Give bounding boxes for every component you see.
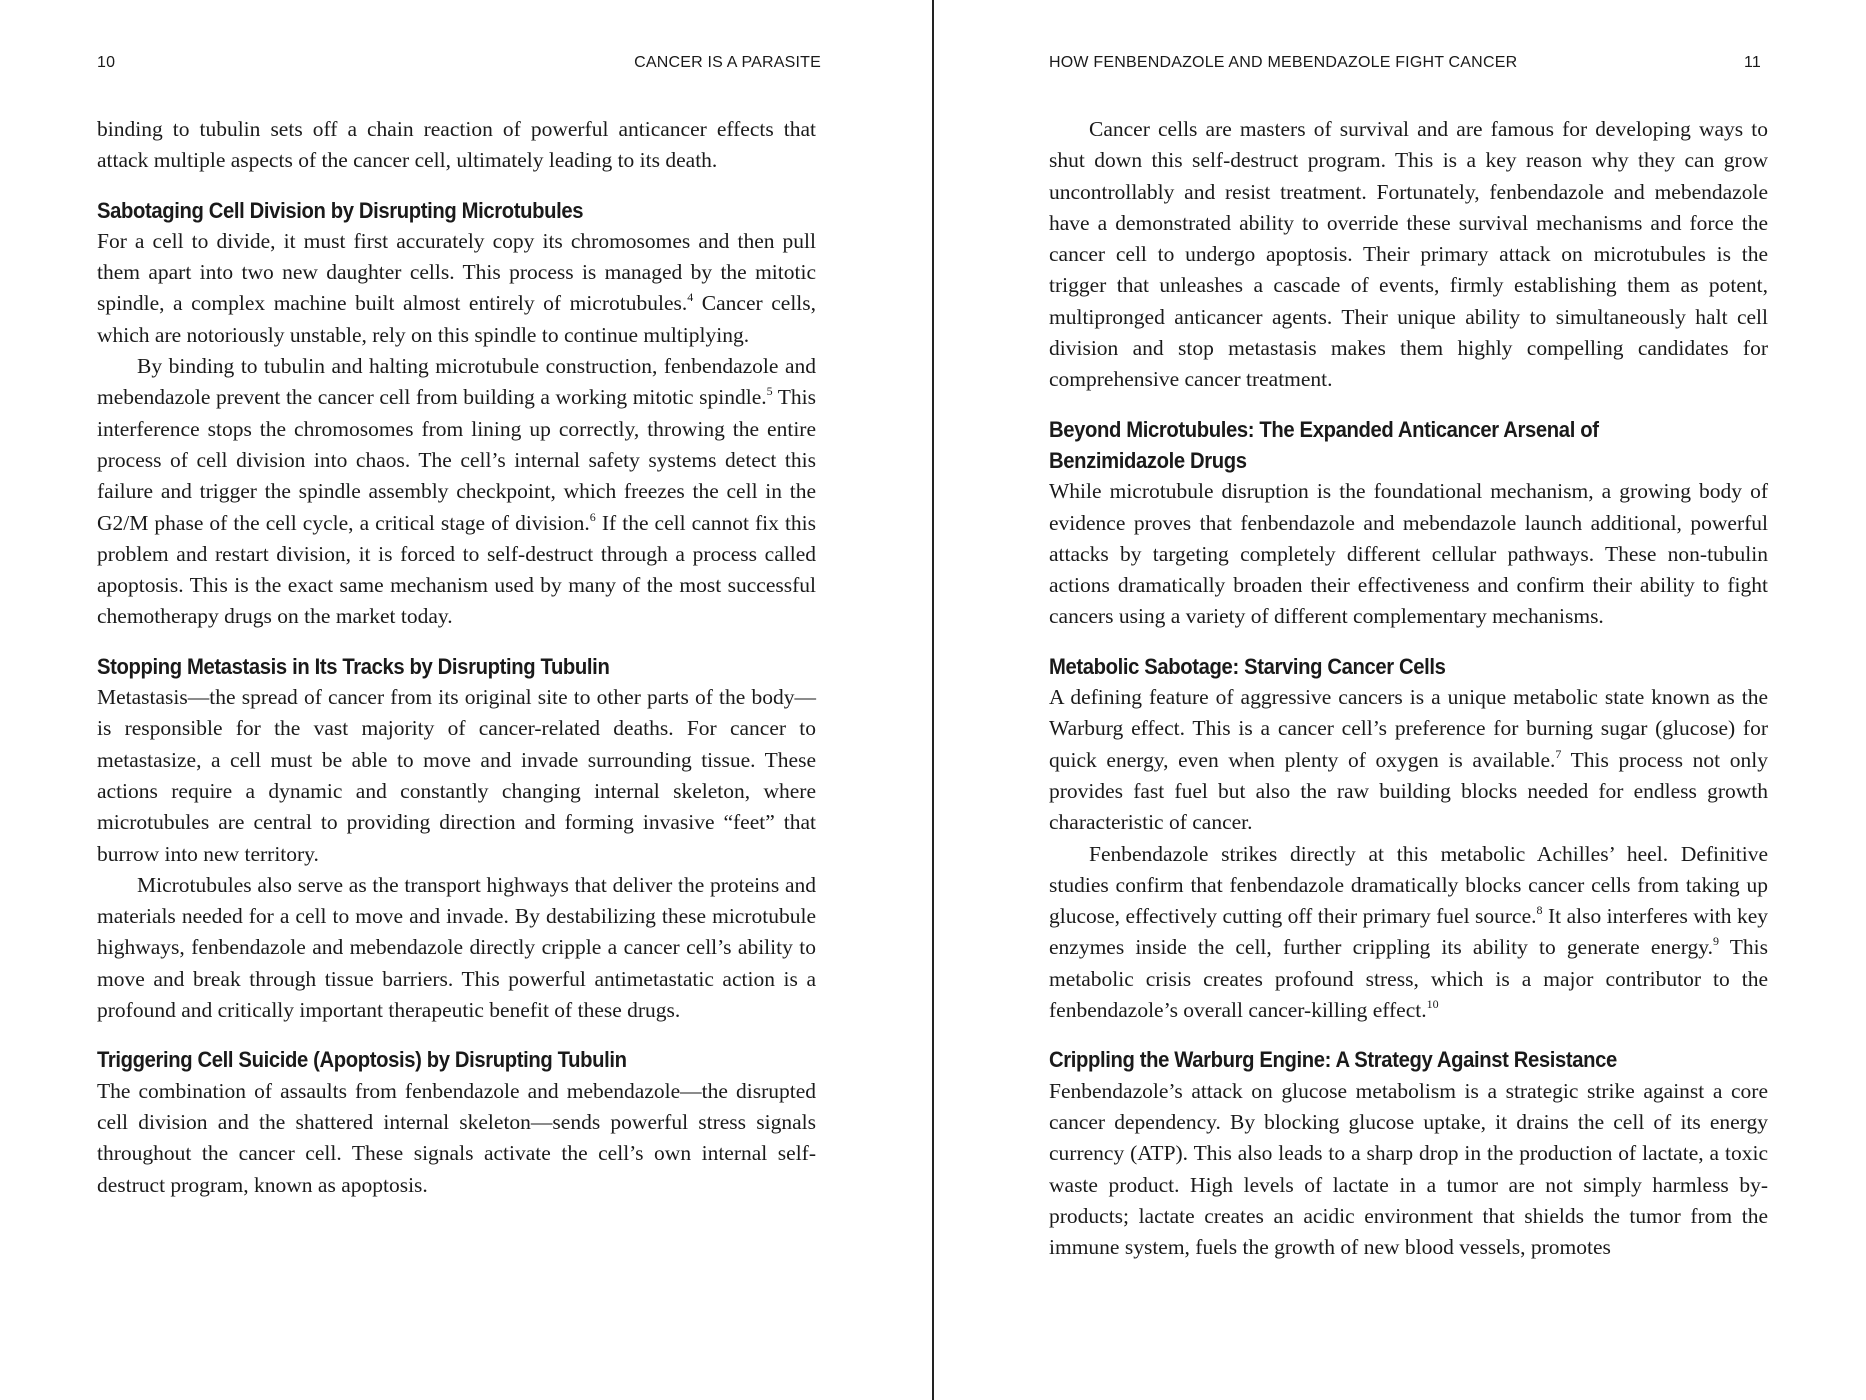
paragraph-text: Cancer cells, which are notoriously unstable, rely on this spindle to continue multiplying. (97, 291, 817, 347)
paragraph-text: It also interferes with key enzymes inside the cell, further crippling its ability to generate energy. (1049, 904, 1769, 960)
running-head-title: CANCER IS A PARASITE (634, 54, 821, 71)
paragraph-text: While microtubule disruption is the foundational mechanism, a growing body of evidence proves that fenbendazole and mebendazole launch additional, powerful attacks by targeting completely different cellular pathways. These non-tubulin actions dramatically broaden their effectiveness and confirm their ability to fight cancers using a variety of different complementary mechanisms. (1049, 479, 1768, 629)
section-heading: Sabotaging Cell Division by Disrupting Microtubules (97, 197, 584, 223)
paragraph-text: By binding to tubulin and halting microtubule construction, fenbendazole and mebendazole prevent the cancer cell from building a working mitotic spindle. (97, 354, 816, 410)
paragraph-text: This interference stops the chromosomes from lining up correctly, throwing the entire process of cell division into chaos. The cell’s internal safety systems detect this failure and trigger the spindle assembly checkpoint, which freezes the cell in the G2/M phase of the cell cycle, a critical stage of division. (97, 385, 816, 535)
body-text (97, 114, 816, 1201)
paragraph (97, 114, 816, 177)
paragraph-text: This process not only provides fast fuel but also the raw building blocks needed for endless growth characteristic of cancer. (1049, 747, 1768, 835)
right-page (933, 0, 1866, 1400)
paragraph-text: A defining feature of aggressive cancers is a unique metabolic state known as the Warburg effect. This is a cancer cell’s preference for burning sugar (glucose) for quick energy, even when plenty of oxygen is available. (1049, 685, 1768, 772)
paragraph (97, 1076, 816, 1201)
paragraph (1049, 1076, 1768, 1264)
footnote-ref: 4 (687, 290, 694, 305)
paragraph-text: The combination of assaults from fenbendazole and mebendazole—the disrupted cell division and the shattered internal skeleton—sends powerful stress signals throughout the cancer cell. These signals activate the cell’s own internal self-destruct program, known as apoptosis. (97, 1078, 816, 1197)
footnote-ref: 9 (1712, 934, 1719, 949)
paragraph (1049, 114, 1768, 396)
section-heading: Metabolic Sabotage: Starving Cancer Cells (1049, 653, 1446, 679)
footnote-ref: 5 (766, 384, 773, 399)
paragraph-text: Cancer cells are masters of survival and are famous for developing ways to shut down this self-destruct program. This is a key reason why they can grow uncontrollably and resist treatment. Fortunately, fenbendazole and mebendazole have a demonstrated ability to override these survival mechanisms and force the cancer cell to undergo apoptosis. Their primary attack on microtubules is the trigger that unleashes a cascade of events, firmly establishing them as potent, multipronged anticancer agents. Their unique ability to simultaneously halt cell division and stop metastasis makes them highly compelling candidates for comprehensive cancer treatment. (1049, 117, 1768, 392)
paragraph-text: Fenbendazole’s attack on glucose metabolism is a strategic strike against a core cancer dependency. By blocking glucose uptake, it drains the cell of its energy currency (ATP). This also leads to a sharp drop in the production of lactate, a toxic waste product. High levels of lactate in a tumor are not simply harmless by-products; lactate creates an acidic environment that shields the tumor from the immune system, fuels the growth of new blood vessels, promotes (1049, 1078, 1768, 1260)
body-text (1049, 114, 1768, 1263)
paragraph-text: Metastasis—the spread of cancer from its original site to other parts of the body—is responsible for the vast majority of cancer-related deaths. For cancer to metastasize, a cell must be able to move and invade surrounding tissue. These actions require a dynamic and constantly changing internal skeleton, where microtubules are central to providing direction and forming invasive “feet” that burrow into new territory. (97, 685, 816, 866)
page-number: 10 (97, 54, 116, 71)
section-heading: Beyond Microtubules: The Expanded Anticancer Arsenal of Benzimidazole Drugs (1049, 416, 1599, 473)
footnote-ref: 10 (1426, 997, 1439, 1012)
page-number: 11 (1743, 54, 1761, 71)
paragraph (1049, 476, 1768, 632)
section-heading: Crippling the Warburg Engine: A Strategy Against Resistance (1049, 1047, 1617, 1073)
paragraph (1049, 839, 1768, 1027)
paragraph (97, 226, 816, 351)
paragraph-text: binding to tubulin sets off a chain reaction of powerful anticancer effects that attack multiple aspects of the cancer cell, ultimately leading to its death. (97, 117, 816, 173)
running-head-title: HOW FENBENDAZOLE AND MEBENDAZOLE FIGHT CANCER (1049, 54, 1518, 71)
paragraph (1049, 682, 1768, 838)
section-heading: Triggering Cell Suicide (Apoptosis) by Disrupting Tubulin (97, 1047, 627, 1073)
paragraph-text: If the cell cannot fix this problem and restart division, it is forced to self-destruct through a process called apoptosis. This is the exact same mechanism used by many of the most successful chemotherapy drugs on the market today. (97, 510, 817, 629)
footnote-ref: 8 (1536, 903, 1543, 918)
paragraph-text: Fenbendazole strikes directly at this metabolic Achilles’ heel. Definitive studies confirm that fenbendazole dramatically blocks cancer cells from taking up glucose, effectively cutting off their primary fuel source. (1049, 841, 1768, 929)
paragraph-text: For a cell to divide, it must first accurately copy its chromosomes and then pull them apart into two new daughter cells. This process is managed by the mitotic spindle, a complex machine built almost entirely of microtubules. (97, 228, 816, 316)
section-heading: Stopping Metastasis in Its Tracks by Disrupting Tubulin (97, 653, 610, 679)
paragraph (97, 351, 816, 633)
paragraph-text: This metabolic crisis creates profound stress, which is a major contributor to the fenbendazole’s overall cancer-killing effect. (1049, 935, 1768, 1023)
paragraph (97, 682, 816, 870)
footnote-ref: 6 (589, 509, 596, 524)
footnote-ref: 7 (1555, 746, 1562, 761)
paragraph (97, 870, 816, 1026)
paragraph-text: Microtubules also serve as the transport highways that deliver the proteins and materials needed for a cell to move and invade. By destabilizing these microtubule highways, fenbendazole and mebendazole directly cripple a cancer cell’s ability to move and break through tissue barriers. This powerful antimetastatic action is a profound and critically important therapeutic benefit of these drugs. (97, 872, 816, 1023)
